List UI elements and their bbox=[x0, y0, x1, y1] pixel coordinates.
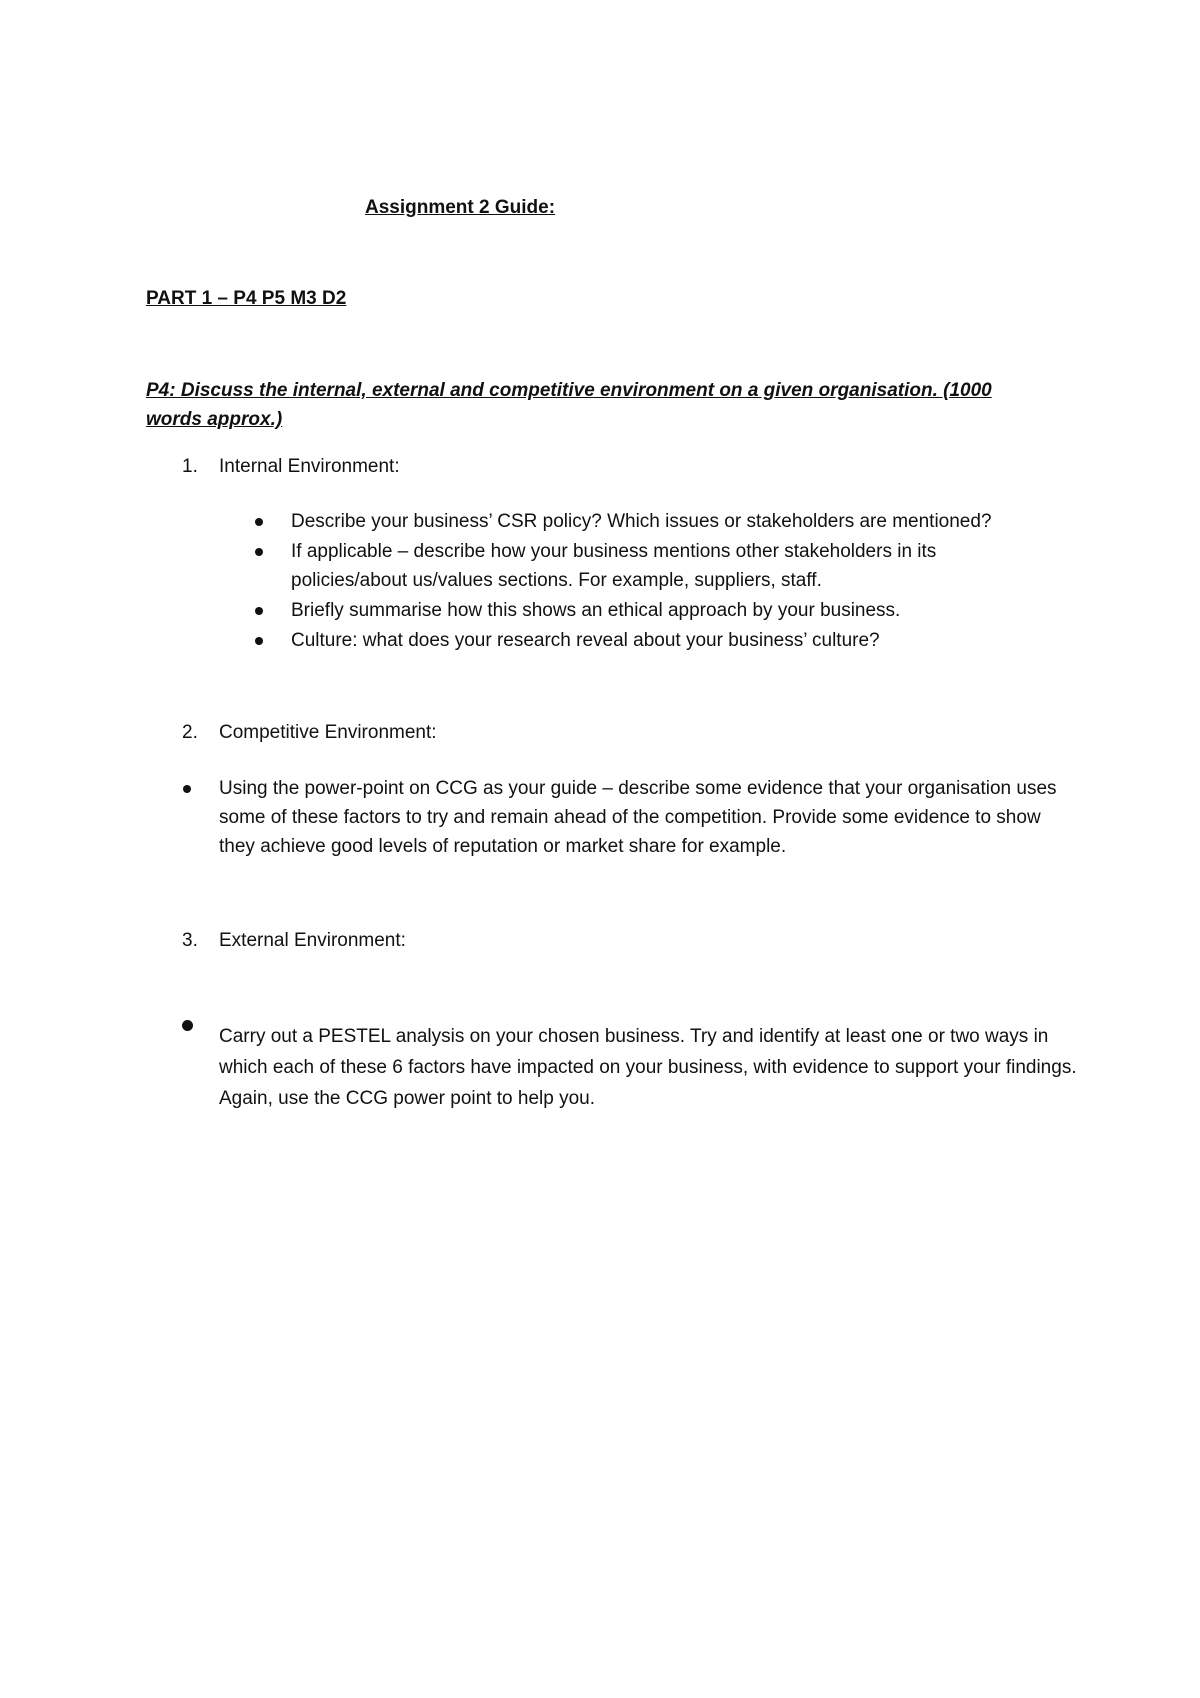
bullet-icon bbox=[182, 1020, 193, 1031]
document-title: Assignment 2 Guide: bbox=[365, 197, 556, 218]
section-number-1: 1. bbox=[182, 456, 198, 477]
bullet-icon bbox=[255, 518, 263, 526]
list-item: Culture: what does your research reveal about your business’ culture? bbox=[291, 630, 880, 651]
list-item: If applicable – describe how your business mentions other stakeholders in its policies/about us/values sections. For example, suppliers, staff. bbox=[291, 541, 937, 591]
bullet-icon bbox=[255, 637, 263, 645]
list-item: Describe your business’ CSR policy? Which issues or stakeholders are mentioned? bbox=[291, 511, 992, 532]
list-item: Briefly summarise how this shows an ethical approach by your business. bbox=[291, 600, 901, 621]
bullet-icon bbox=[255, 607, 263, 615]
section-label-internal: Internal Environment: bbox=[219, 456, 400, 477]
task-heading: P4: Discuss the internal, external and competitive environment on a given organisation. (1000 words approx.) bbox=[146, 380, 992, 430]
list-item: Using the power-point on CCG as your guide – describe some evidence that your organisation uses some of these factors to try and remain ahead of the competition. Provide some evidence to show they achieve good levels of reputation or market share for example. bbox=[219, 778, 1057, 857]
list-item: Carry out a PESTEL analysis on your chosen business. Try and identify at least one or two ways in which each of these 6 factors have impacted on your business, with evidence to support your findings. Again, use the CCG power point to help you. bbox=[219, 1026, 1077, 1109]
bullet-icon bbox=[183, 785, 191, 793]
part-heading: PART 1 – P4 P5 M3 D2 bbox=[146, 288, 347, 309]
section-label-external: External Environment: bbox=[219, 930, 406, 951]
section-number-3: 3. bbox=[182, 930, 198, 951]
section-label-competitive: Competitive Environment: bbox=[219, 722, 437, 743]
section-number-2: 2. bbox=[182, 722, 198, 743]
bullet-icon bbox=[255, 548, 263, 556]
